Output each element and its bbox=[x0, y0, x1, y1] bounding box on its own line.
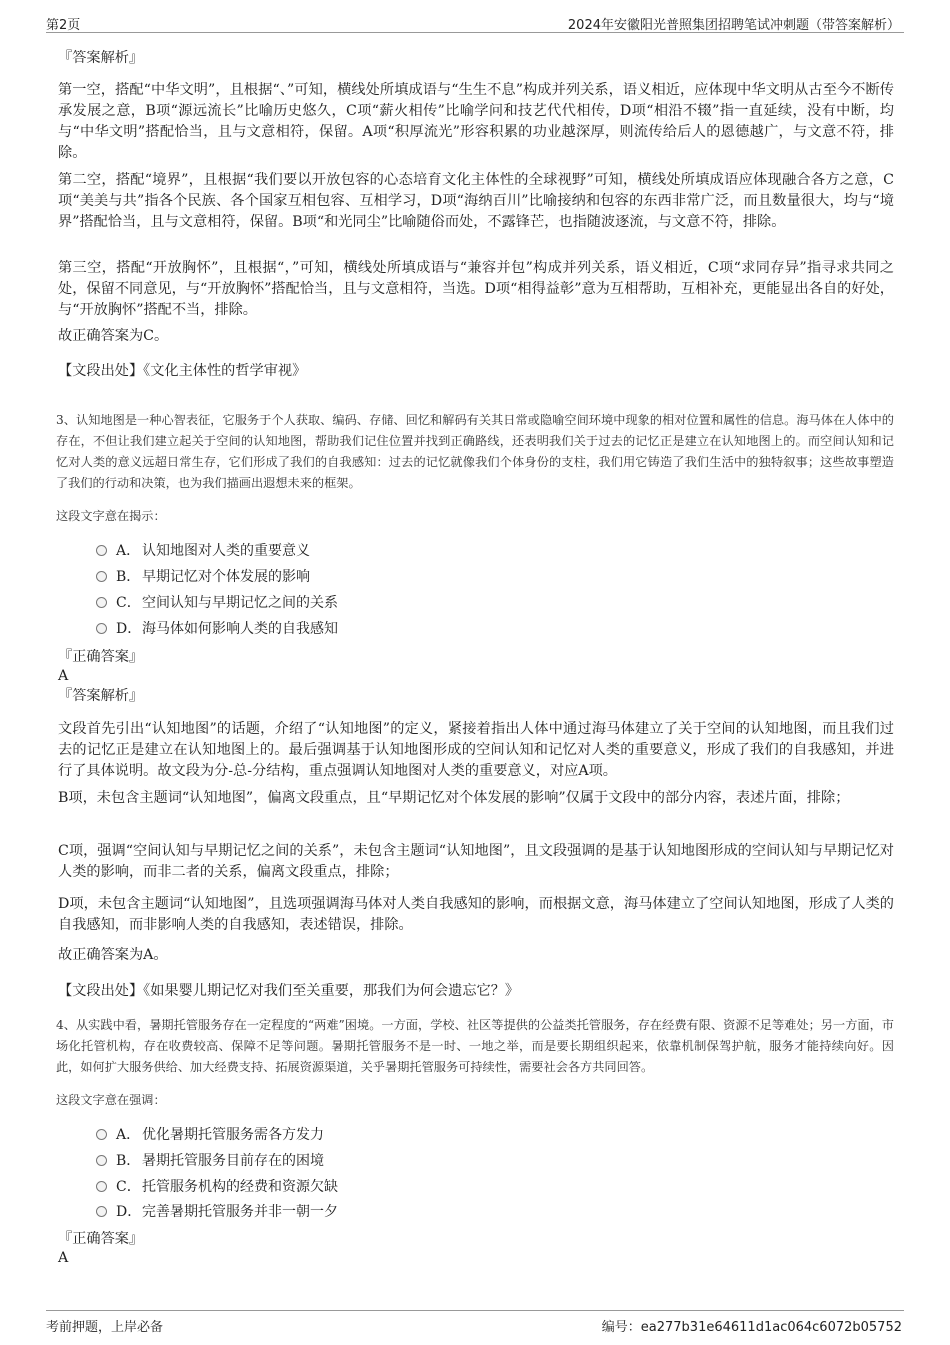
analysis-paragraph-2: 第二空，搭配“境界”，且根据“我们要以开放包容的心态培育文化主体性的全球视野”可知，横线处所填成语应体现融合各方之意，C项“美美与共”指各个民族、各个国家互相包容、互相学习，D项“海纳百川”比喻接纳和包容的东西非常广泛，而且数量很大，均与“境界”搭配恰当，且与文意相符，保留。B项“和光同尘”比喻随俗而处，不露锋芒，也指随波逐流，与文意不符，排除。 bbox=[58, 172, 894, 230]
correct-answer: A bbox=[58, 668, 69, 684]
analysis-paragraph-3: C项，强调“空间认知与早期记忆之间的关系”，未包含主题词“认知地图”，且文段强调的是基于认知地图形成的空间认知与早期记忆对人类的影响，而非二者的关系，偏离文段重点，排除； bbox=[58, 843, 894, 880]
radio-icon[interactable] bbox=[96, 1181, 107, 1192]
radio-icon[interactable] bbox=[96, 1155, 107, 1166]
radio-icon[interactable] bbox=[96, 545, 107, 556]
source-citation: 【文段出处】《如果婴儿期记忆对我们至关重要，那我们为何会遗忘它？》 bbox=[58, 983, 520, 999]
question-3-option-d[interactable]: D． 海马体如何影响人类的自我感知 bbox=[96, 617, 338, 639]
conclusion: 故正确答案为A。 bbox=[58, 947, 168, 963]
analysis-paragraph-2: B项，未包含主题词“认知地图”，偏离文段重点，且“早期记忆对个体发展的影响”仅属于文段中的部分内容，表述片面，排除； bbox=[58, 790, 850, 806]
question-3-text: 3、认知地图是一种心智表征，它服务于个人获取、编码、存储、回忆和解码有关其日常或隐喻空间环境中现象的相对位置和属性的信息。海马体在人体中的存在，不但让我们建立起关于空间的认知地图，帮助我们记住位置并找到正确路线，还表明我们关于过去的记忆正是建立在认知地图上的。而空间认知和记忆对人类的意义远超日常生存，它们形成了我们的自我感知：过去的记忆就像我们个体身份的支柱，我们用它铸造了我们生活中的独特叙事；这些故事塑造了我们的行动和决策，也为我们描画出遐想未来的框架。 bbox=[56, 413, 894, 490]
radio-icon[interactable] bbox=[96, 571, 107, 582]
footer-slogan: 考前押题，上岸必备 bbox=[46, 1320, 164, 1335]
page-number: 第2页 bbox=[46, 18, 81, 33]
question-3-option-a[interactable]: A． 认知地图对人类的重要意义 bbox=[96, 539, 310, 561]
page-footer bbox=[46, 1310, 904, 1335]
answer-label: 『正确答案』 bbox=[58, 649, 144, 665]
radio-icon[interactable] bbox=[96, 1206, 107, 1217]
question-3-option-c[interactable]: C． 空间认知与早期记忆之间的关系 bbox=[96, 591, 338, 613]
radio-icon[interactable] bbox=[96, 623, 107, 634]
document-title: 2024年安徽阳光普照集团招聘笔试冲刺题（带答案解析） bbox=[567, 18, 900, 33]
analysis-label: 『答案解析』 bbox=[58, 50, 144, 66]
question-4-option-c[interactable]: C． 托管服务机构的经费和资源欠缺 bbox=[96, 1175, 338, 1197]
question-4-option-d[interactable]: D． 完善暑期托管服务并非一朝一夕 bbox=[96, 1200, 338, 1222]
source-citation: 【文段出处】《文化主体性的哲学审视》 bbox=[58, 363, 307, 379]
analysis-paragraph-1: 第一空，搭配“中华文明”，且根据“、”可知，横线处所填成语与“生生不息”构成并列关系，语义相近，应体现中华文明从古至今不断传承发展之意，B项“源远流长”比喻历史悠久，C项“薪火相传”比喻学问和技艺代代相传，D项“相沿不辍”指一直延续，没有中断，均与“中华文明”搭配恰当，且与文意相符，保留。A项“积厚流光”形容积累的功业越深厚，则流传给后人的恩德越广，与文意不符，排除。 bbox=[58, 82, 894, 161]
question-4-option-a[interactable]: A． 优化暑期托管服务需各方发力 bbox=[96, 1123, 324, 1145]
question-4-prompt: 这段文字意在强调： bbox=[56, 1093, 166, 1107]
question-3-option-b[interactable]: B． 早期记忆对个体发展的影响 bbox=[96, 565, 310, 587]
analysis-label: 『答案解析』 bbox=[58, 688, 144, 704]
analysis-paragraph-1: 文段首先引出“认知地图”的话题，介绍了“认知地图”的定义，紧接着指出人体中通过海马体建立了关于空间的认知地图，而且我们过去的记忆正是建立在认知地图上的。最后强调基于认知地图形成的空间认知和记忆对人类的重要意义，形成了我们的自我感知，并进行了具体说明。故文段为分-总-分结构，重点强调认知地图对人类的重要意义，对应A项。 bbox=[58, 721, 894, 779]
answer-label: 『正确答案』 bbox=[58, 1231, 144, 1247]
radio-icon[interactable] bbox=[96, 1129, 107, 1140]
page-header bbox=[46, 10, 904, 33]
correct-answer: A bbox=[58, 1250, 69, 1266]
question-3-prompt: 这段文字意在揭示： bbox=[56, 509, 166, 523]
document-id: 编号：ea277b31e64611d1ac064c6072b05752 bbox=[601, 1320, 902, 1335]
radio-icon[interactable] bbox=[96, 597, 107, 608]
analysis-paragraph-3: 第三空，搭配“开放胸怀”，且根据“，”可知，横线处所填成语与“兼容并包”构成并列关系，语义相近，C项“求同存异”指寻求共同之处，保留不同意见，与“开放胸怀”搭配恰当，且与文意相符，当选。D项“相得益彰”意为互相帮助，互相补充，更能显出各自的好处，与“开放胸怀”搭配不当，排除。 bbox=[58, 260, 894, 318]
conclusion: 故正确答案为C。 bbox=[58, 328, 169, 344]
analysis-paragraph-4: D项，未包含主题词“认知地图”，且选项强调海马体对人类自我感知的影响，而根据文意，海马体建立了空间认知地图，形成了人类的自我感知，而非影响人类的自我感知，表述错误，排除。 bbox=[58, 896, 894, 933]
question-4-option-b[interactable]: B． 暑期托管服务目前存在的困境 bbox=[96, 1149, 324, 1171]
question-4-text: 4、从实践中看，暑期托管服务存在一定程度的“两难”困境。一方面，学校、社区等提供的公益类托管服务，存在经费有限、资源不足等难处；另一方面，市场化托管机构，存在收费较高、保障不足等问题。暑期托管服务不是一时、一地之举，而是要长期组织起来，依靠机制保驾护航，服务才能持续向好。因此，如何扩大服务供给、加大经费支持、拓展资源渠道，关乎暑期托管服务可持续性，需要社会各方共同回答。 bbox=[56, 1018, 894, 1074]
